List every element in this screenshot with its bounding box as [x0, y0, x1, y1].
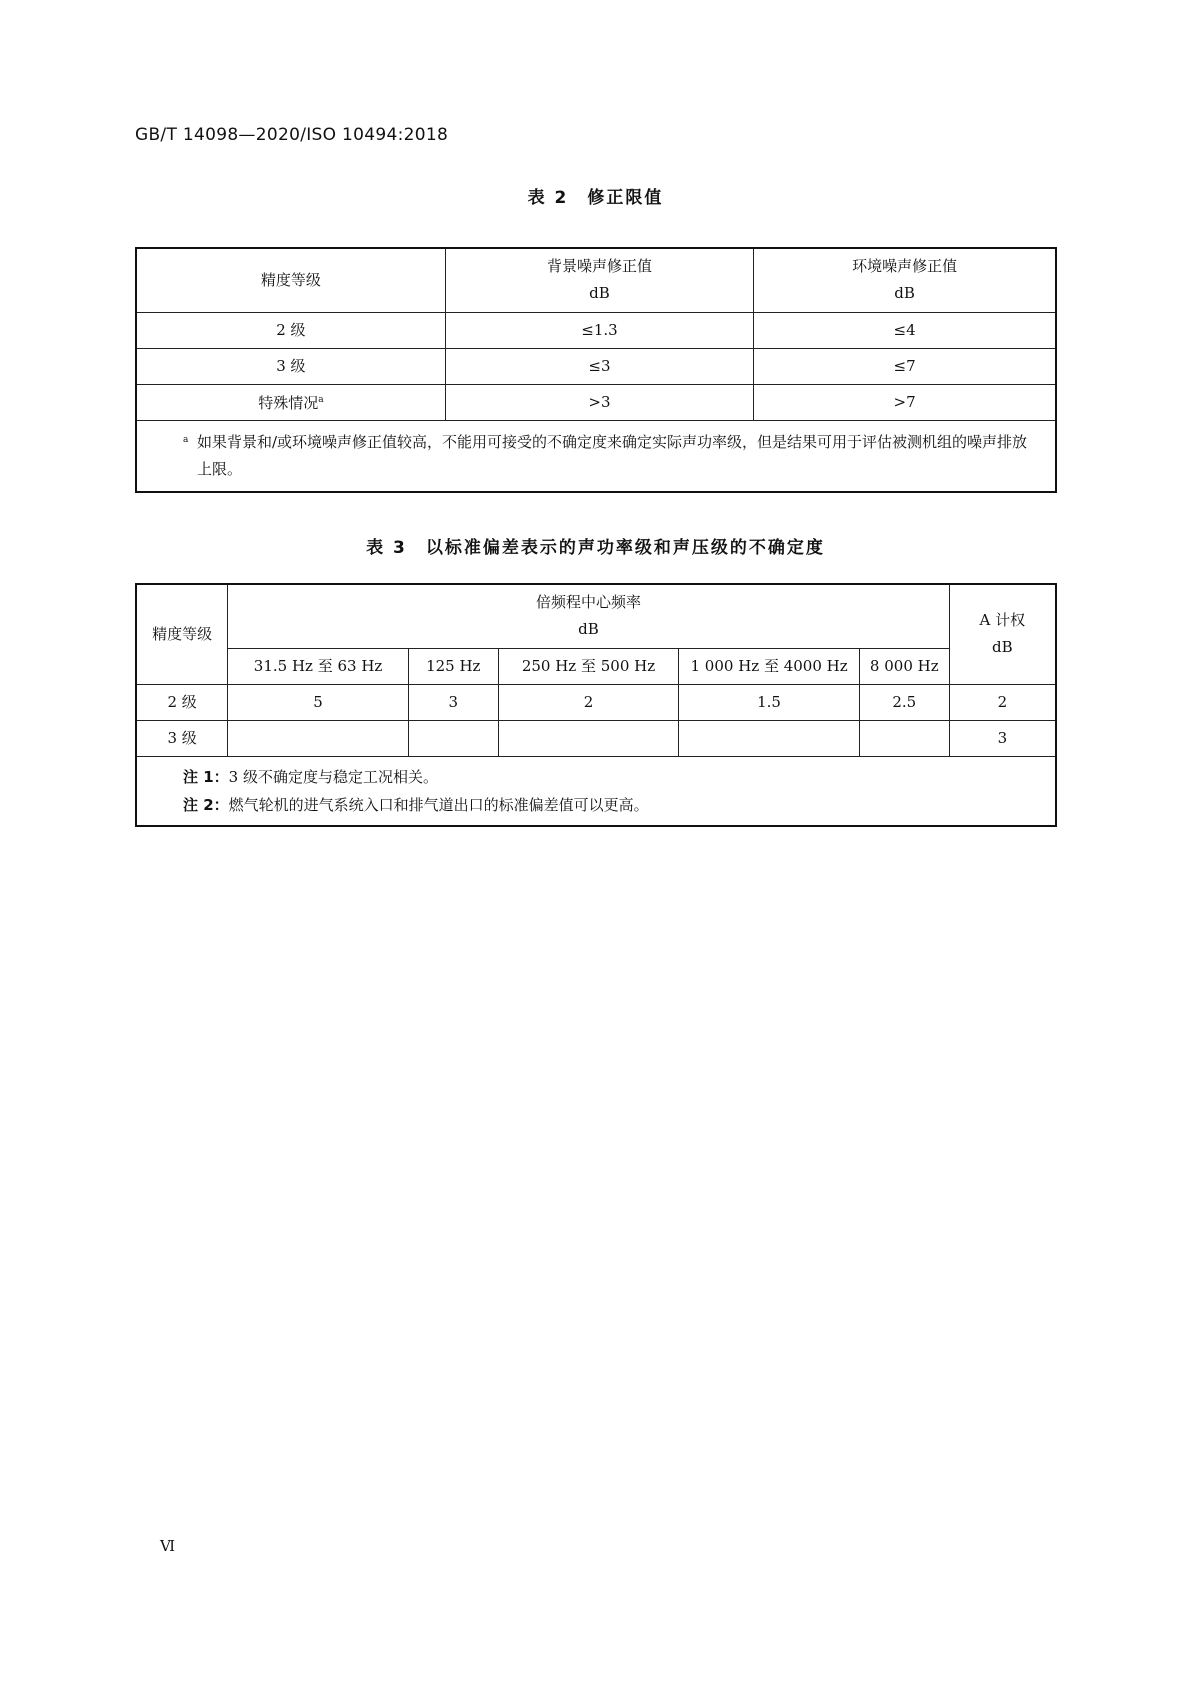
- table2: [135, 247, 1057, 493]
- table2-header-background: 背景噪声修正值 dB: [445, 248, 753, 312]
- a-weighted-header: A 计权 dB: [949, 584, 1056, 684]
- background-correction-cell: >3: [445, 384, 753, 420]
- value-cell: [498, 720, 679, 756]
- page-number: Ⅵ: [160, 1537, 176, 1555]
- background-correction-cell: ≤3: [445, 348, 753, 384]
- footnote-mark: a: [183, 434, 189, 445]
- table3-notes-row: [136, 756, 1056, 826]
- level-cell: 特殊情况$^a$: [136, 384, 445, 420]
- value-cell: [679, 720, 860, 756]
- document-id: GB/T 14098—2020/ISO 10494:2018: [135, 125, 449, 145]
- note-2: 注 2：燃气轮机的进气系统入口和排气道出口的标准偏差值可以更高。: [183, 795, 649, 814]
- value-cell: 3: [408, 684, 498, 720]
- table3-header-row: [136, 584, 1056, 648]
- value-cell: 5: [228, 684, 409, 720]
- table2-header-level: 精度等级: [136, 248, 445, 312]
- table3-caption: 表 3 以标准偏差表示的声功率级和声压级的不确定度: [366, 538, 825, 558]
- environment-correction-cell: ≤7: [754, 348, 1056, 384]
- value-cell: [408, 720, 498, 756]
- table-row: [136, 720, 1056, 756]
- table-row: [136, 384, 1056, 420]
- table2-header-environment: 环境噪声修正值 dB: [754, 248, 1056, 312]
- table2-footnote-row: [136, 420, 1056, 492]
- footnote-ref: a: [318, 395, 324, 405]
- value-cell: 2: [498, 684, 679, 720]
- note-1: 注 1：3 级不确定度与稳定工况相关。: [183, 767, 438, 786]
- footnote-text: 如果背景和/或环境噪声修正值较高，不能用可接受的不确定度来确定实际声功率级，但是结果可用于评估被测机组的噪声排放上限。: [197, 432, 1028, 478]
- band-header: 1 000 Hz 至 4000 Hz: [679, 648, 860, 684]
- environment-correction-cell: ≤4: [754, 312, 1056, 348]
- table3-header-level: 精度等级: [136, 584, 228, 684]
- a-weighted-cell: 3: [949, 720, 1056, 756]
- level-cell: 3 级: [136, 348, 445, 384]
- table-row: [136, 348, 1056, 384]
- band-header: 125 Hz: [408, 648, 498, 684]
- background-correction-cell: ≤1.3: [445, 312, 753, 348]
- band-header: 31.5 Hz 至 63 Hz: [228, 648, 409, 684]
- octave-band-header: 倍频程中心频率 dB: [228, 584, 949, 648]
- level-cell: 2 级: [136, 684, 228, 720]
- value-cell: [859, 720, 949, 756]
- table-row: [136, 312, 1056, 348]
- table-row: [136, 684, 1056, 720]
- table3: [135, 583, 1057, 827]
- level-cell: 2 级: [136, 312, 445, 348]
- table2-header-row: [136, 248, 1056, 312]
- band-header: 250 Hz 至 500 Hz: [498, 648, 679, 684]
- table2-caption: 表 2 修正限值: [527, 188, 664, 208]
- band-header: 8 000 Hz: [859, 648, 949, 684]
- value-cell: [228, 720, 409, 756]
- table3-notes: [136, 756, 1056, 826]
- a-weighted-cell: 2: [949, 684, 1056, 720]
- environment-correction-cell: >7: [754, 384, 1056, 420]
- level-cell: 3 级: [136, 720, 228, 756]
- table3-band-row: [136, 648, 1056, 684]
- value-cell: 2.5: [859, 684, 949, 720]
- table2-footnote: [136, 420, 1056, 492]
- value-cell: 1.5: [679, 684, 860, 720]
